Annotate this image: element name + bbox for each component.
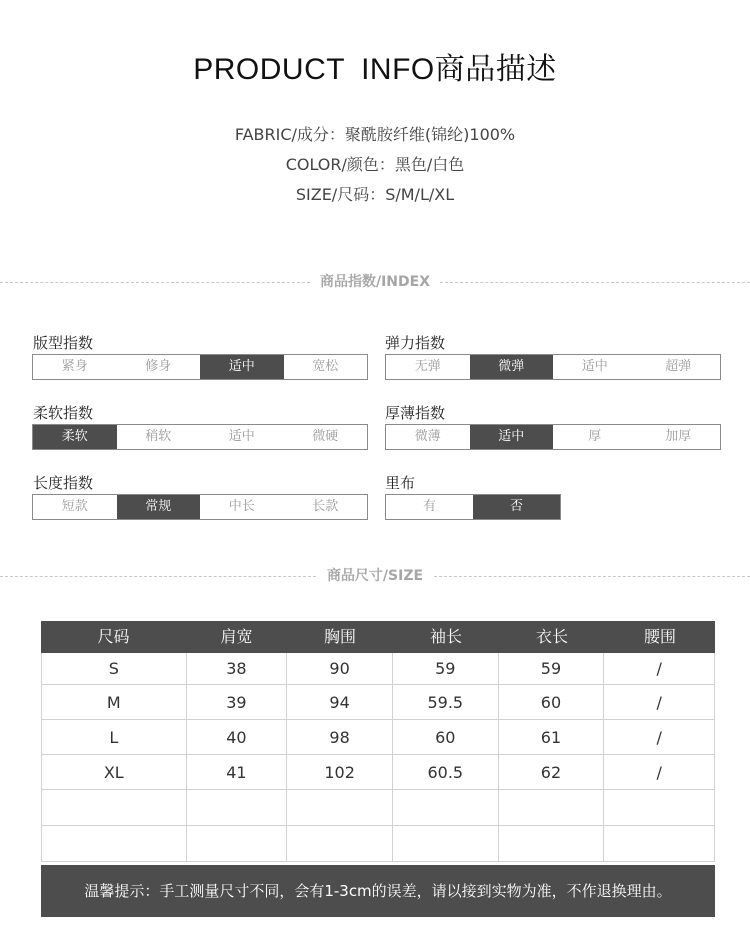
size-table-body xyxy=(41,653,715,862)
header-chest: 胸围 xyxy=(323,627,356,646)
header-shoulder: 肩宽 xyxy=(220,627,253,646)
table-cell: 94 xyxy=(287,685,393,719)
title-en-2: INFO xyxy=(361,53,435,86)
table-cell: 39 xyxy=(187,685,288,719)
length-index-bar xyxy=(32,494,368,520)
soft-option: 适中 xyxy=(228,429,255,444)
soft-index-bar xyxy=(32,424,368,450)
fit-index-label: 版型指数 xyxy=(33,334,94,352)
elastic-option: 无弹 xyxy=(414,359,441,374)
table-cell: / xyxy=(656,659,662,678)
soft-index-label: 柔软指数 xyxy=(33,404,94,422)
table-row xyxy=(42,826,714,862)
table-cell xyxy=(604,790,714,825)
table-cell xyxy=(499,826,605,861)
fit-option: 紧身 xyxy=(61,359,88,374)
size-divider xyxy=(0,566,750,586)
size-section-title: 商品尺寸/SIZE xyxy=(326,568,424,584)
table-cell xyxy=(604,826,714,861)
header-length: 衣长 xyxy=(535,627,568,646)
length-option: 中长 xyxy=(228,499,255,514)
size-table-header xyxy=(41,621,715,653)
elastic-index-label: 弹力指数 xyxy=(385,334,446,352)
table-cell: / xyxy=(656,728,662,747)
table-cell: 59 xyxy=(393,653,499,684)
table-row xyxy=(42,755,714,790)
lining-label: 里布 xyxy=(385,474,416,492)
color-info: COLOR/颜色：黑色/白色 xyxy=(285,155,465,174)
soft-option: 稍软 xyxy=(145,429,172,444)
length-index-label: 长度指数 xyxy=(33,474,94,492)
elastic-option: 微弹 xyxy=(470,355,554,379)
length-option: 长款 xyxy=(312,499,339,514)
table-cell: 38 xyxy=(187,653,288,684)
table-cell: XL xyxy=(42,755,187,789)
table-cell: 102 xyxy=(287,755,393,789)
table-cell: S xyxy=(42,653,187,684)
length-option: 常规 xyxy=(117,495,201,519)
thick-option: 微薄 xyxy=(414,429,441,444)
fabric-info: FABRIC/成分：聚酰胺纤维(锦纶)100% xyxy=(234,125,516,144)
header-waist: 腰围 xyxy=(643,627,676,646)
table-cell: 41 xyxy=(187,755,288,789)
table-cell xyxy=(187,790,288,825)
size-info: SIZE/尺码：S/M/L/XL xyxy=(295,185,455,204)
table-cell: L xyxy=(42,720,187,754)
length-option: 短款 xyxy=(61,499,88,514)
table-cell: 61 xyxy=(499,720,605,754)
index-divider xyxy=(0,272,750,292)
table-cell: M xyxy=(42,685,187,719)
table-cell: 40 xyxy=(187,720,288,754)
elastic-option: 适中 xyxy=(581,359,608,374)
size-notice: 温馨提示：手工测量尺寸不同，会有1-3cm的误差，请以接到实物为准，不作退换理由。 xyxy=(41,865,715,917)
lining-option: 否 xyxy=(473,495,560,519)
title-cn: 商品描述 xyxy=(434,52,557,87)
soft-option: 微硬 xyxy=(312,429,339,444)
fit-index-bar xyxy=(32,354,368,380)
table-cell: / xyxy=(656,693,662,712)
table-cell xyxy=(42,790,187,825)
fit-option: 修身 xyxy=(145,359,172,374)
table-cell: 62 xyxy=(499,755,605,789)
header-sleeve: 袖长 xyxy=(429,627,462,646)
table-cell: 59 xyxy=(499,653,605,684)
table-cell xyxy=(287,790,393,825)
page-title xyxy=(0,44,750,88)
table-cell xyxy=(499,790,605,825)
thick-option: 加厚 xyxy=(665,429,692,444)
thick-option: 厚 xyxy=(588,429,602,444)
thick-option: 适中 xyxy=(470,425,554,449)
table-row xyxy=(42,790,714,826)
soft-option: 柔软 xyxy=(33,425,117,449)
lining-bar xyxy=(385,494,561,520)
index-section-title: 商品指数/INDEX xyxy=(319,274,431,290)
lining-option: 有 xyxy=(422,499,436,514)
table-row xyxy=(42,685,714,720)
table-cell: 60.5 xyxy=(393,755,499,789)
fit-option: 适中 xyxy=(200,355,284,379)
table-cell: 59.5 xyxy=(393,685,499,719)
elastic-option: 超弹 xyxy=(665,359,692,374)
title-en-1: PRODUCT xyxy=(193,53,346,86)
table-row xyxy=(42,720,714,755)
table-cell xyxy=(393,826,499,861)
table-cell xyxy=(287,826,393,861)
thick-index-label: 厚薄指数 xyxy=(385,404,446,422)
table-cell xyxy=(187,826,288,861)
table-cell: 60 xyxy=(499,685,605,719)
table-cell: 90 xyxy=(287,653,393,684)
table-cell xyxy=(393,790,499,825)
table-cell: / xyxy=(656,763,662,782)
fit-option: 宽松 xyxy=(312,359,339,374)
table-cell xyxy=(42,826,187,861)
elastic-index-bar xyxy=(385,354,721,380)
table-cell: 98 xyxy=(287,720,393,754)
header-size: 尺码 xyxy=(97,627,130,646)
thick-index-bar xyxy=(385,424,721,450)
table-cell: 60 xyxy=(393,720,499,754)
table-row xyxy=(42,653,714,685)
